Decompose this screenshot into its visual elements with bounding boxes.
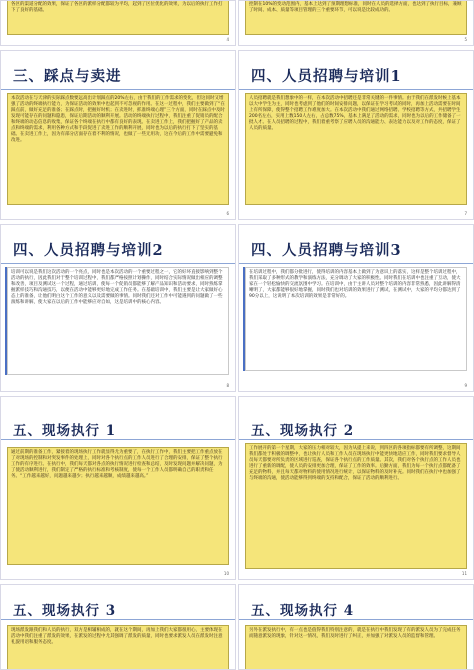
slide-body-text: 培训可以说是我们这次活动的一个亮点，同时也是本次活动的一个重要过程之一，它的好坏直接影响到整个活动的执行，因此我们对于整个培训过程中，我们都严格按照计划操作，同时结合实际情况做出相应的调整和改善，项目及测试这一个过程，通过培训，使每一个促销员都能够了解产品知识和活动要求，同时熟练掌握派样技巧和沟通技巧，以便在活动中能够更好地完成工作任务。在基础培训中，我们主要是让大家做好心态上的准备，让他们明白这个工作的意义以及需要做的事情。同时我们还对工作中可能遇到的问题做了一些演练和讲解，使大家在以后的工作中能够应对自如，这是培训中的核心内容。 bbox=[7, 267, 229, 375]
slide-body-text: 另外在派发执行中，有一点也是值得我们特别注意的，就是在执行中我们发现了有的派发人员为了完成任务而随意派发的现象，针对这一情况，我们及时进行了纠正，并加强了对派发人员的监督和管理。 bbox=[245, 625, 467, 670]
slide-title: 三、踩点与卖进 bbox=[13, 68, 122, 85]
slide-title: 四、人员招聘与培训1 bbox=[251, 68, 402, 85]
title-divider bbox=[1, 619, 235, 620]
slide-body-text: 工作展开的第一个星期，大家的压力相对较大，因为从提上来说，到四区的各项指标都要有所调整，这期间我们都处于积极的调整中，也让执行人员和工作人员在现场执行中能更快地适应工作，同时我们要求督导人员每天都要对所负责的区域进行巡查，保证各个执行点的工作质量。其次，我们对各个执行点的工作人员也进行了重新的调配，使人员的安排更加合理，保证了工作的效率。后勤方面，我们为每一个执行点都配备了充足的物料，并且每天都对物料的使用情况进行统计，以保证物料的及时补充。同时我们在执行中也加强了与终端的沟通，使活动能够得到终端的支持和配合，保证了活动的顺利进行。 bbox=[245, 443, 467, 569]
slide-number: 10 bbox=[223, 571, 229, 576]
slide-body-text: 现场派发跟我们和人员的执行，双方是相辅相成的，就在这个期间，再加上我们大家都很用心，主要体现在活动中我们注重了派发的效果，在派发的过程中尤其强调了派发的质量，同时也要求派发人员在派发时注意礼貌用语和服务态度。 bbox=[7, 625, 229, 670]
slide-4[interactable] bbox=[0, 0, 236, 46]
slide-10[interactable] bbox=[0, 396, 236, 580]
accent-bar bbox=[5, 267, 7, 375]
slide-title: 四、人员招聘与培训2 bbox=[13, 242, 164, 259]
slide-12[interactable] bbox=[0, 584, 236, 670]
slide-body-text: 人员招聘就是我们想象中的一样，在本次活动中招聘还是非常关键的一件事情。由于我们在派发时候上基本以大中学生为主，同时也考虑到了他们的时间安排问题，以保证在学习考试的同时，再加上活动需要在时间上有所保障，使得整个招聘工作难度加大。在本次活动中我们通过网络招聘、学校招聘等方式，共招聘学生200名左右，实用上数150人左右，占总数75%，基本上满足了活动的需求，同时也为以后的工作储备了一批人才。在人员招聘的过程中，我们着重考察了应聘人员的沟通能力、表达能力以及对工作的态度，保证了人员的质量。 bbox=[245, 93, 467, 205]
slide-number: 11 bbox=[461, 571, 467, 576]
slide-number: 7 bbox=[464, 211, 467, 216]
slide-number: 8 bbox=[226, 383, 229, 388]
slide-number: 5 bbox=[464, 37, 467, 42]
slide-body-text: 本次活动在与天津的实际踩点数要远高出计划踩点的20%左右，由于我们的工作需求的变化，但这同时又增强了活动的终端执行能力，为保证活动的效果中也起到不可忽视的作用。在这一过程中，我们主要做到了“在踩点前，做好充足的准备；在踩点时，把握好时机；在卖进时，抓准终端心理”三个方面，同时在踩点中及时发现可能存在的问题和隐患，保证后期活动的顺利开展。活动的终端执行过程中，我们注重了促销员的配合和终端的动态信息的收集，保证各个终端在执行中都有良好的表现。在卖进工作上，我们把握好了产品的卖点和终端的需求，利用各种方式和手段促进了卖进工作的顺利开展，同时也为以后的执行打下了坚实的基础。在卖进工作上，因为有部分店面存在着不利的情况，也做了一些无用功，这在今后的工作中需要避免和改进。 bbox=[7, 93, 229, 205]
title-divider bbox=[1, 439, 235, 440]
title-divider bbox=[1, 89, 235, 90]
slide-title: 五、现场执行 3 bbox=[13, 603, 117, 619]
title-divider bbox=[239, 619, 473, 620]
slide-7[interactable] bbox=[238, 50, 474, 220]
slide-6[interactable] bbox=[0, 50, 236, 220]
slide-title: 五、现场执行 1 bbox=[13, 423, 117, 439]
title-divider bbox=[1, 263, 235, 264]
title-divider bbox=[239, 263, 473, 264]
slide-8[interactable] bbox=[0, 224, 236, 392]
slide-body-text: 各区的渠道分配的效果，保证了各区的派样分配都较为平均，起到了区位优化的效果，为以后的执行工作打下了良好的基础。 bbox=[7, 1, 229, 35]
slide-9[interactable] bbox=[238, 224, 474, 392]
slide-11[interactable] bbox=[238, 396, 474, 580]
slide-number: 9 bbox=[464, 383, 467, 388]
slide-body-text: 通过前期的准备工作，紧接着的现场执行工作就显得尤为重要了，在执行工作中，我们主要把工作重点放在了对现场的控制和对突发事件的处理上，同时对各个执行点的工作人员进行了合理的安排，保证了整个执行工作的有序进行。在执行中，我们每天都对各点的执行情况进行检查和总结，及时发现问题并解决问题，为了使活动顺利进行，我们制定了严格的执行标准和考核制度，使每一个工作人员都明确自己的职责和任务。“工作越来越好，问题越来越少；执行越来越顺，成绩越来越高。” bbox=[7, 447, 229, 565]
slide-number: 4 bbox=[226, 37, 229, 42]
title-divider bbox=[239, 89, 473, 90]
slide-13[interactable] bbox=[238, 584, 474, 670]
slide-5[interactable] bbox=[238, 0, 474, 46]
slide-body-text: 控制在10%的变动范围内，基本上达到了预期理想标准，同时在人员的选择方面，也达到了执行目标，兼顾了时间、成本、质量等项目管理的三个重要环节，可以说是比较成功的。 bbox=[245, 1, 467, 35]
slide-title: 五、现场执行 2 bbox=[251, 423, 355, 439]
slide-body-text: 在培训过程中，我们都分批进行，使得培训的内容基本上做到了为意识上的落实，这样是整个培训过程中，我们采取了多种形式的教学和演练方法，充分调动了大家的积极性。同时我们在培训中也注重了互动，使大家在一个轻松愉快的交流氛围中学习。在培训中，由于主讲人员对整个培训的内容非常熟悉，因此讲解得清晰明了，大家都能够很好地掌握，同时我们也对培训的效果进行了测试，在测试中，大家的平均分都达到了90分以上，这说明了本次培训的效果是非常好的。 bbox=[245, 267, 467, 371]
accent-bar bbox=[243, 267, 245, 371]
slide-number: 6 bbox=[226, 211, 229, 216]
slide-title: 四、人员招聘与培训3 bbox=[251, 242, 402, 259]
title-divider bbox=[239, 439, 473, 440]
slide-title: 五、现场执行 4 bbox=[251, 603, 355, 619]
